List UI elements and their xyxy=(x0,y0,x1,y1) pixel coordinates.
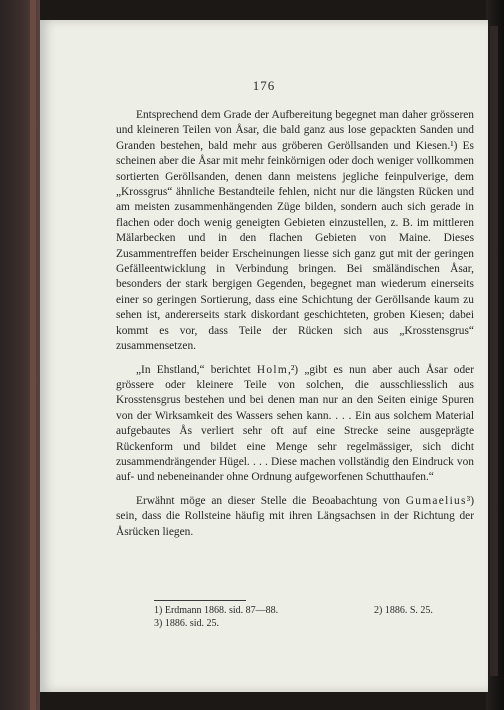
footnotes xyxy=(154,604,474,630)
page-number: 176 xyxy=(252,78,276,93)
paragraph-2-text-a: „In Ehstland,“ berichtet xyxy=(136,363,257,376)
body-text xyxy=(116,108,474,540)
footnote-1: 1) Erdmann 1868. sid. 87—88. xyxy=(154,605,279,616)
footnote-divider xyxy=(154,600,246,601)
paragraph-3-text-a: Erwähnt möge an dieser Stelle die Beoabachtung von xyxy=(136,494,406,507)
footnote-3: 3) 1886. sid. 25. xyxy=(154,618,219,629)
paragraph-3 xyxy=(116,494,474,540)
paragraph-2-text-b: ,²) „gibt es nun aber auch Åsar oder grössere oder kleinere Teile von solchen, die ausschliesslich aus Krosstensgrus bestehen und bei denen man nur an den Seiten einige Spuren von der Wirksamkeit des Wassers sehen kann. . . . Ein aus solchem Material aufgebautes Ås verliert sehr oft auf eine Strecke seine ausgeprägte Rückenform und bildet eine Menge sehr regelmässiger, sich dicht zusammendrängender Hügel. . . . Diese machen vollständig den Eindruck von auf- und nebeneinander ohne Ordnung aufgeworfenen Schutthaufen.“ xyxy=(116,363,474,484)
footnote-2: 2) 1886. S. 25. xyxy=(374,605,433,616)
book-page xyxy=(40,20,488,692)
binding-edge xyxy=(30,0,36,710)
paragraph-1-text: Entsprechend dem Grade der Aufbereitung begegnet man daher grösseren und kleineren Teilen von Åsar, die bald ganz aus lose gepackten Sanden und Granden bestehen, bald mehr aus gröberen Geröllsanden und Kiesen.¹) Es scheinen aber die Åsar mit mehr feinkörnigen oder doch weniger vollkommen sortierten Geröllsanden, denen dann meistens jegliche feinpulverige, dem „Krossgrus“ ähnliche Bestandteile fehlen, nicht nur die längsten Rücken und am meisten zusammenhängenden Züge bilden, sondern auch sich gerade in flachen oder doch wenig geneigten Gebieten einzustellen, z. B. im mittleren Mälarbecken und in den flachen Gebieten von Maine. Dieses Zusammentreffen beider Erscheinungen liesse sich ganz gut mit der geringen Gefälleentwicklung in Verbindung bringen. Bei smäländischen Åsar, besonders der stark bergigen Gegenden, begegnet man wiederum einerseits einer so geringen Sortierung, dass eine Schichtung der Geröllsande kaum zu sehen ist, andererseits stark diskordant geschichteten, groben Kiesen; dabei kommt es vor, dass Teile der Rücken sich aus „Krosstensgrus“ zusammensetzen. xyxy=(116,109,474,353)
author-name-holm: Holm xyxy=(256,363,289,376)
paragraph-1 xyxy=(116,108,474,355)
footnote-row-2 xyxy=(154,617,474,630)
paragraph-2 xyxy=(116,363,474,486)
author-name-gumaelius: Gumaelius xyxy=(405,494,467,507)
next-page-edge xyxy=(490,26,498,676)
footnote-row-1 xyxy=(154,604,474,617)
paragraph-3-text-b: ³) sein, dass die Rollsteine häufig mit ihren Längsachsen in der Richtung der Åsrücken liegen. xyxy=(116,494,474,538)
